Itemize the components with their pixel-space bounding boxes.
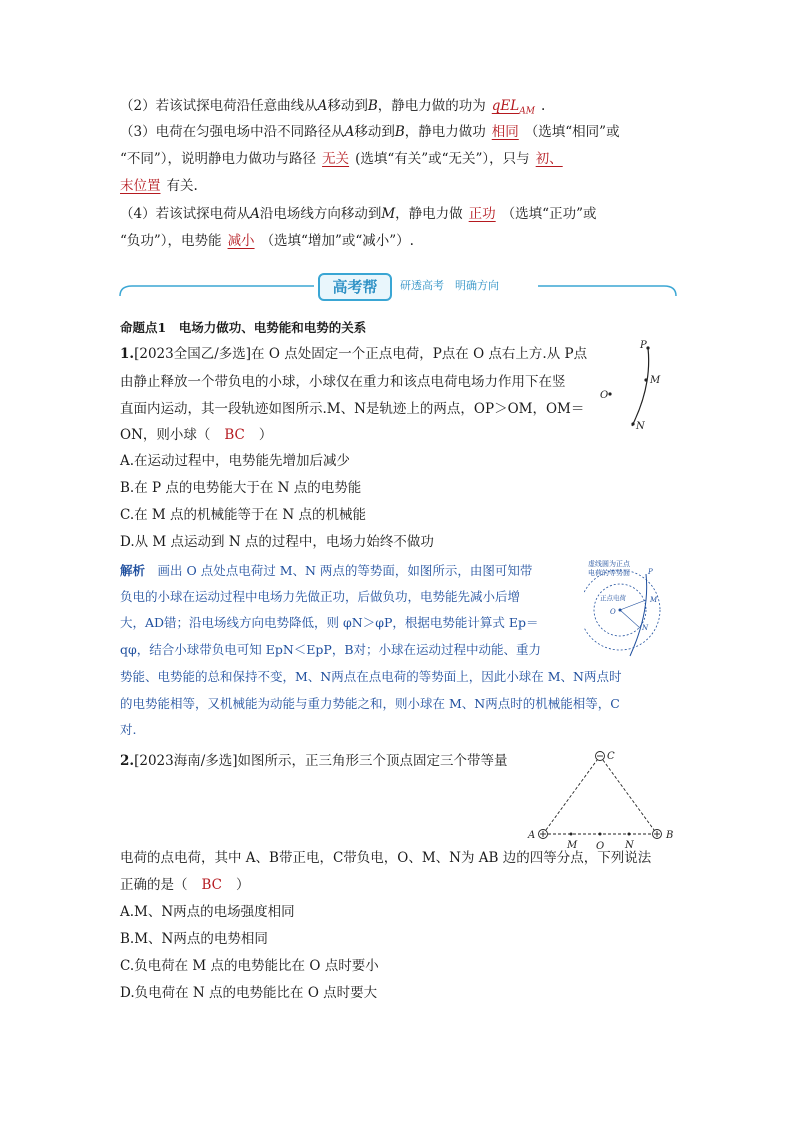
banner-subtitle: 研透高考 明确方向 [400,279,499,292]
p1-line-3 [120,399,584,419]
q3-line-3 [120,176,198,196]
label-o: O [596,841,605,852]
p1-text: 直面内运动，其一段轨迹如图所示.M、N是轨迹上的两点，OP＞OM，OM＝ [120,401,585,417]
point-a: A [317,98,328,114]
p1-text: 在 O 点处固定一个正点电荷，P点在 O 点右上方.从 P点 [251,346,588,362]
q3-answer-3a: 初、 [535,151,563,167]
label-p: P [640,340,647,351]
p1-explanation-5: 势能、电势能的总和保持不变，M、N两点在点电荷的等势面上，因此小球在 M、N两点时 [120,669,622,684]
label-b: B [666,830,674,841]
banner-title: 高考帮 [318,273,392,301]
p2-line-1 [120,751,508,771]
p1-explanation-figure [584,556,680,662]
topic-title: 电场力做功、电势能和电势的关系 [178,320,367,335]
label-n: N [636,421,645,432]
p1-source: [2023全国乙/多选] [134,346,252,362]
p2-option-c: C.负电荷在 M 点的电势能比在 O 点时要小 [120,958,379,974]
p1-explanation-3: 大，AD错；沿电场线方向电势降低，则 φN＞φP，根据电势能计算式 Ep＝ [120,615,539,630]
label-o: O [600,390,609,401]
banner-rule [118,272,678,300]
p1-number: 1. [120,346,135,362]
q4-text: （选填“正功”或 [501,206,597,222]
p1-explanation-7: 对. [120,722,137,737]
p2-line-3 [120,875,250,895]
topic-label: 命题点1 [120,320,167,335]
label-m: M [567,840,578,851]
point-a: A [344,124,355,140]
p1-explanation-2: 负电的小球在运动过程中电场力先做正功，后做负功，电势能先减小后增 [120,589,521,604]
q3-text: ，静电力做功 [404,124,486,140]
point-b: B [394,124,405,140]
label-n: N [625,840,634,851]
q4-text: ，静电力做 [395,206,463,222]
p1-line-1 [120,344,587,364]
expl-note-2: 电荷的等势面 [588,569,630,577]
label-a: A [528,830,536,841]
p1-line-4 [120,425,272,445]
p2-text: 如图所示，正三角形三个顶点固定三个带等量 [237,753,508,769]
q3-text: 移动到 [354,124,395,140]
q3-text: (选填“有关”或“无关”），只与 [355,151,530,167]
q3-text: 有关. [166,178,198,194]
p2-number: 2. [120,753,135,769]
q4-text: （4）若该试探电荷从 [120,206,251,222]
p2-option-b: B.M、N两点的电势相同 [120,931,268,947]
q3-answer-3b: 末位置 [120,178,161,194]
expl-label-n: N [642,624,649,632]
q2-end: . [540,98,546,114]
q3-answer-2: 无关 [322,151,350,167]
p2-source: [2023海南/多选] [134,753,238,769]
q4-text: “负功”），电势能 [120,233,222,249]
point-b: B [367,98,378,114]
p1-option-d: D.从 M 点运动到 N 点的过程中，电场力始终不做功 [120,534,434,550]
q4-line-2 [120,231,414,251]
q2-line [120,96,545,122]
expl-charge-label: 正点电荷 [600,594,626,602]
p2-option-d: D.负电荷在 N 点的电势能比在 O 点时要大 [120,985,378,1001]
q2-text: ，静电力做的功为 [377,98,486,114]
q3-text: （选填“相同”或 [524,124,620,140]
p1-text: ON，则小球（ [120,427,211,443]
q3-line-1 [120,122,620,142]
q3-text: “不同”），说明静电力做功与路径 [120,151,317,167]
q2-answer: qEL$_{AM}$ [491,98,535,117]
p1-explanation-1: 解析 画出 O 点处点电荷过 M、N 两点的等势面，如图所示，由图可知带 [120,563,533,578]
p2-text: ） [236,877,250,893]
expl-note-1: 虚线圆为正点 [588,560,630,568]
p2-text: 电荷的点电荷，其中 A、B带正电，C带负电，O、M、N为 AB 边的四等分点，下列说法 [120,850,652,866]
p1-option-a: A.在运动过程中，电势能先增加后减少 [120,453,351,469]
label-m: M [650,375,661,386]
p1-text: ） [258,427,273,443]
label-c: C [607,751,615,762]
p1-explanation-4: qφ，结合小球带负电可知 EpN＜EpP，B对；小球在运动过程中动能、重力 [120,642,542,657]
p2-text: 正确的是（ [120,877,188,893]
p1-option-b: B.在 P 点的电势能大于在 N 点的电势能 [120,480,362,496]
q3-answer-1: 相同 [491,124,519,140]
expl-label-m: M [650,596,658,604]
p1-option-c: C.在 M 点的机械能等于在 N 点的机械能 [120,507,366,523]
q4-text: 沿电场线方向移动到 [259,206,382,222]
p2-option-a: A.M、N两点的电场强度相同 [120,904,295,920]
p1-line-2 [120,372,566,392]
q3-line-2 [120,149,569,169]
point-m: M [381,206,396,222]
q4-text: （选填“增加”或“减小”）. [260,233,414,249]
q2-text: （2）若该试探电荷沿任意曲线从 [120,98,318,114]
p1-text: 由静止释放一个带负电的小球，小球仅在重力和该点电荷电场力作用下在竖 [120,374,566,390]
expl-label-o: O [610,608,616,616]
topic-heading [120,318,366,338]
p2-answer: BC [201,877,223,893]
q3-text: （3）电荷在匀强电场中沿不同路径从 [120,124,345,140]
p1-trajectory-figure [590,338,670,438]
q4-answer-1: 正功 [468,206,496,222]
point-a: A [250,206,260,222]
p1-explanation-6: 的电势能相等，又机械能为动能与重力势能之和，则小球在 M、N两点时的机械能相等，C [120,696,620,711]
p2-triangle-figure [520,746,680,852]
p2-line-2 [120,848,651,868]
q4-line-1 [120,204,596,224]
gaokao-banner [118,272,678,300]
q4-answer-2: 减小 [227,233,255,249]
p1-answer: BC [224,427,245,443]
expl-label-p: P [648,568,653,576]
q2-text: 移动到 [327,98,368,114]
